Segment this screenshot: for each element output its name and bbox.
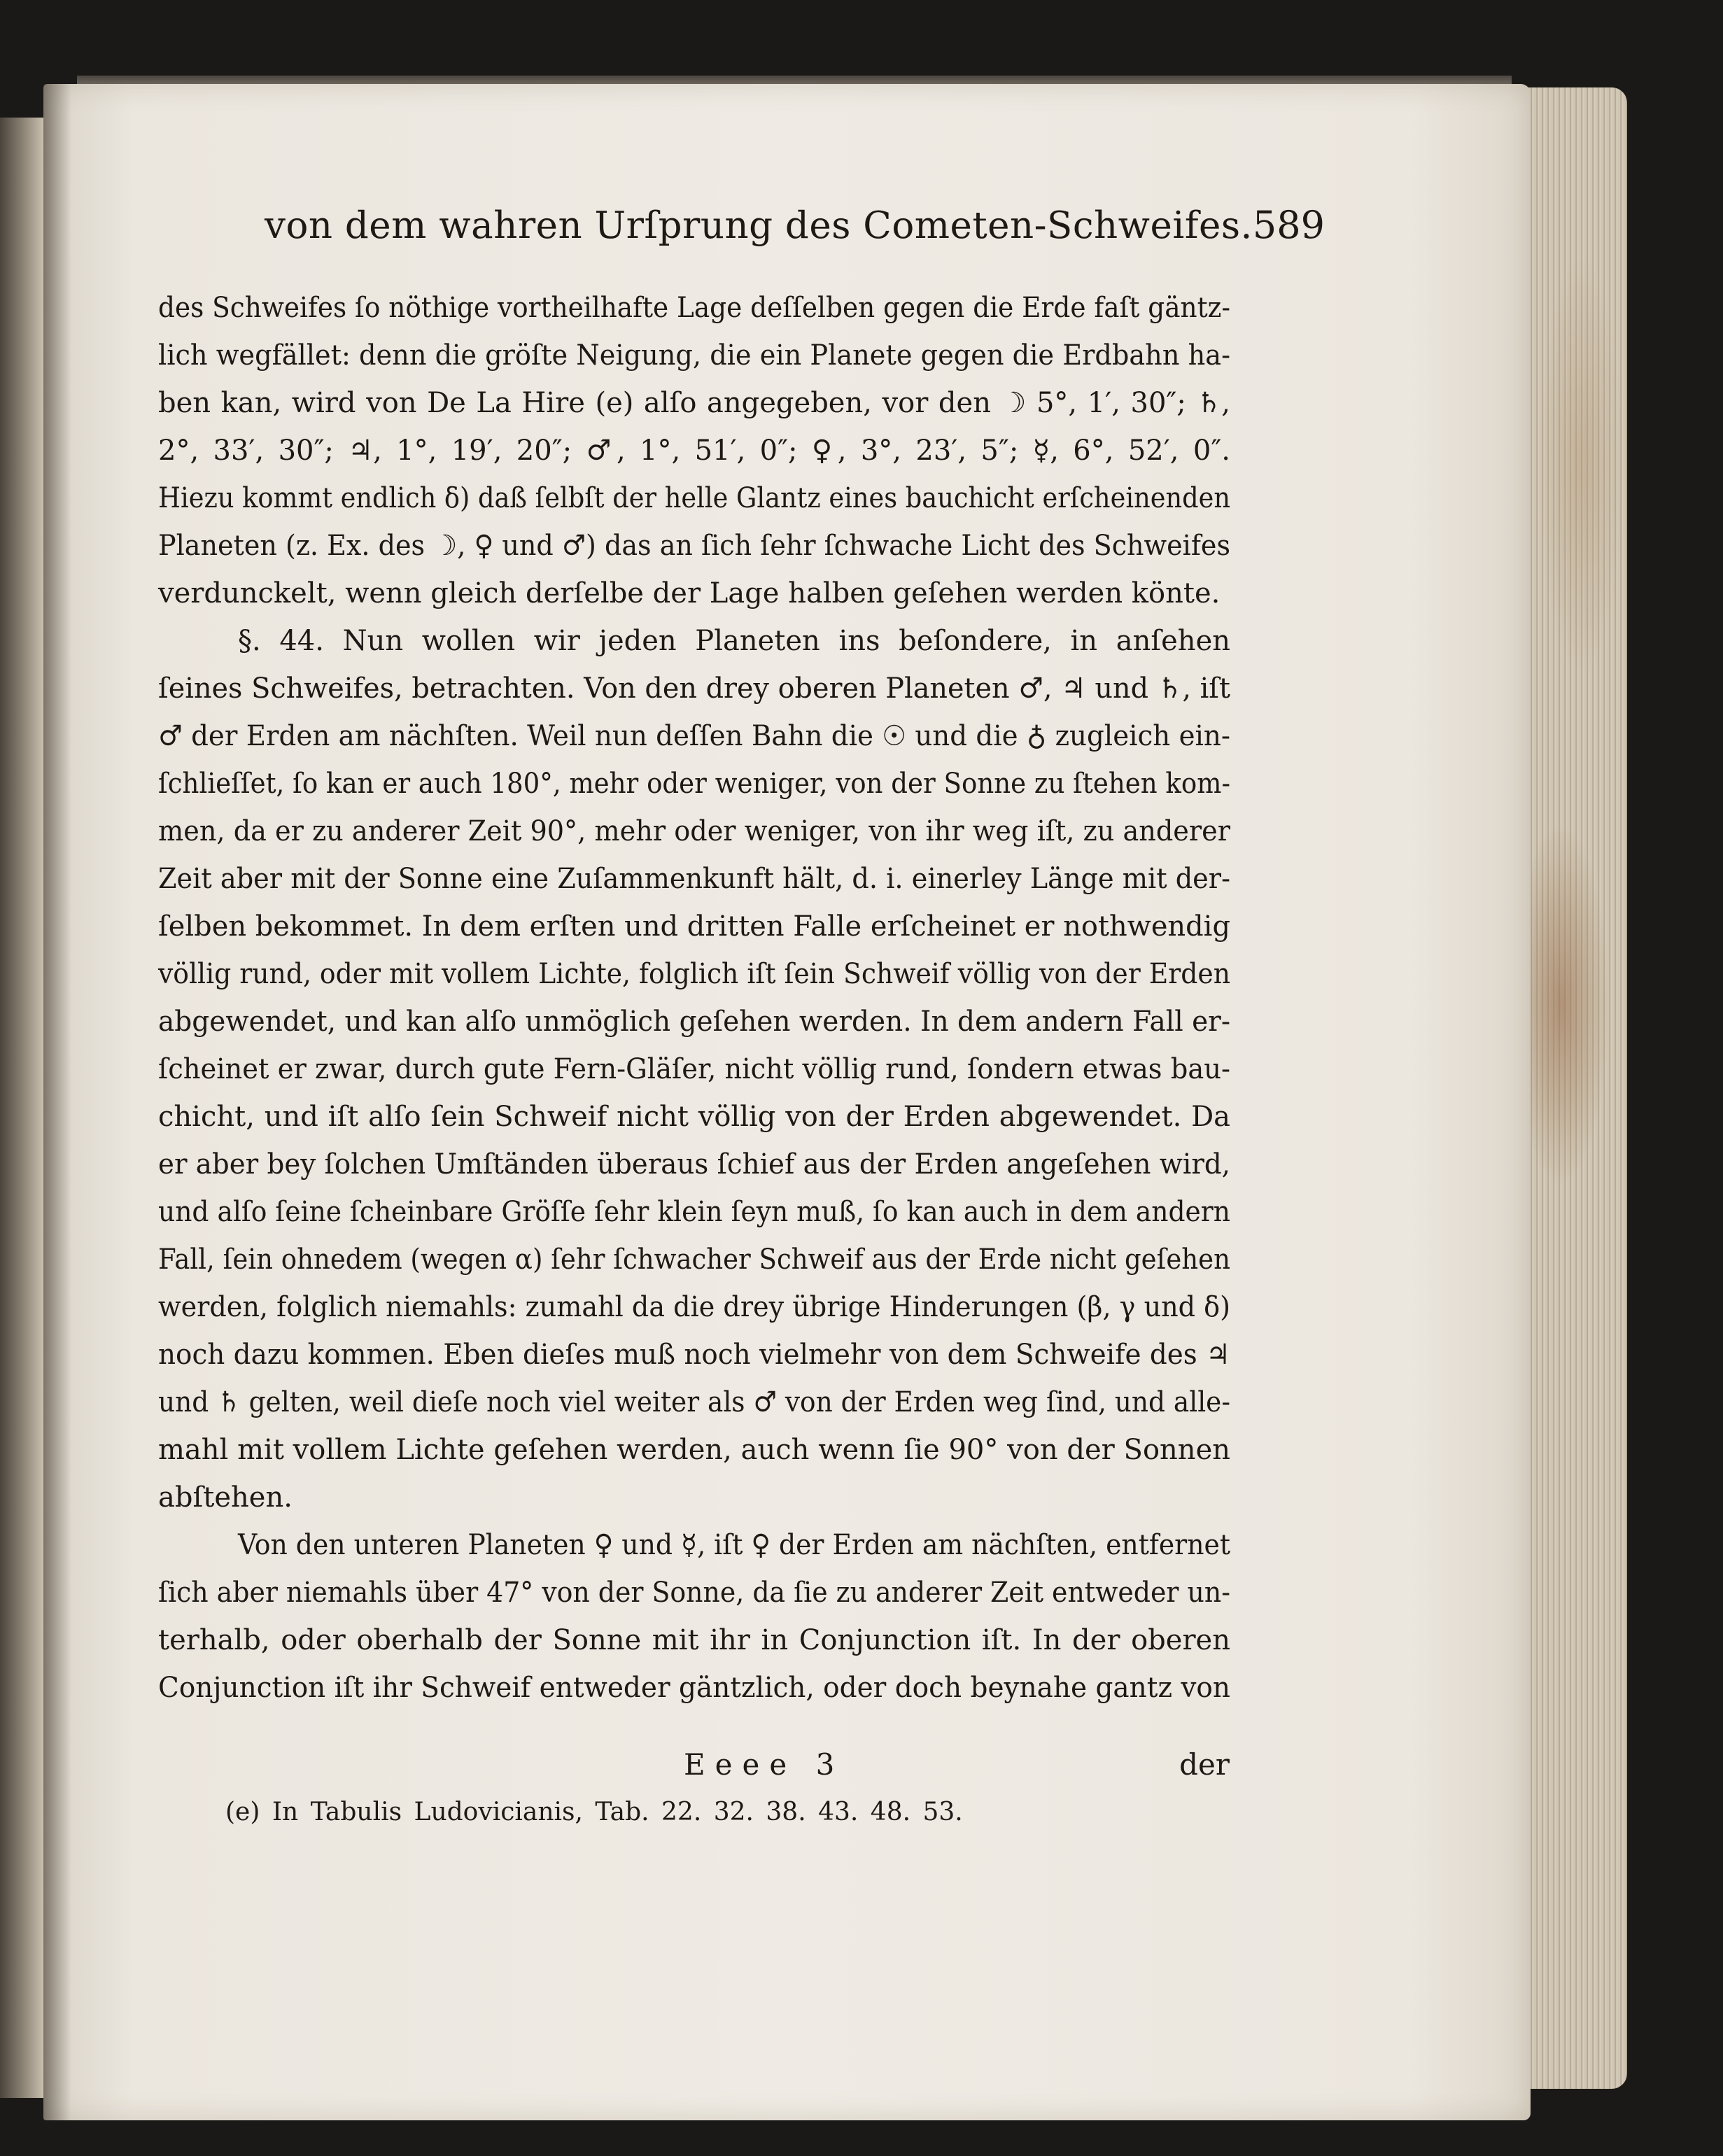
page-number: 589 — [1252, 203, 1325, 247]
text-line: werden, folglich niemahls: zumahl da die drey übrige Hinderungen (β, γ und δ) — [158, 1291, 1230, 1323]
text-line: abſtehen. — [158, 1481, 293, 1514]
text-line: 2°, 33′, 30″; ♃, 1°, 19′, 20″; ♂, 1°, 51′, 0″; ♀, 3°, 23′, 5″; ☿, 6°, 52′, 0″. — [158, 435, 1230, 467]
page-footer — [155, 1744, 1230, 1786]
text-line: ben kan, wird von De La Hire (e) alſo angegeben, vor den ☽ 5°, 1′, 30″; ♄, — [158, 387, 1230, 419]
text-line: und alſo ſeine ſcheinbare Gröſſe ſehr klein ſeyn muß, ſo kan auch in dem andern — [158, 1196, 1230, 1228]
text-line: chicht, und iſt alſo ſein Schweif nicht völlig von der Erden abgewendet. Da — [158, 1101, 1230, 1133]
text-line: ſelben bekommet. In dem erſten und dritten Falle erſcheinet er nothwendig — [158, 910, 1230, 943]
signature-mark: Eeee 3 — [684, 1747, 845, 1782]
paragraph-start-line: Von den unteren Planeten ♀ und ☿, iſt ♀ der Erden am nächſten, entfernet — [238, 1529, 1230, 1561]
running-head — [265, 203, 1325, 247]
text-line: men, da er zu anderer Zeit 90°, mehr oder weniger, von ihr weg iſt, zu anderer — [158, 815, 1230, 847]
text-line: Hiezu kommt endlich δ) daß ſelbſt der helle Glantz eines bauchicht erſcheinenden — [158, 482, 1230, 514]
foxing-stain — [1540, 255, 1624, 675]
text-line: ♂ der Erden am nächſten. Weil nun deſſen Bahn die ☉ und die ♁ zugleich ein- — [158, 720, 1230, 752]
text-line: Zeit aber mit der Sonne eine Zuſammenkunft hält, d. i. einerley Länge mit der- — [158, 863, 1230, 895]
text-line: ſich aber niemahls über 47° von der Sonne, da ſie zu anderer Zeit entweder un- — [158, 1577, 1230, 1609]
text-line: terhalb, oder oberhalb der Sonne mit ihr in Conjunction iſt. In der oberen — [158, 1624, 1230, 1656]
footnote: (e) In Tabulis Ludovicianis, Tab. 22. 32. 38. 43. 48. 53. — [225, 1798, 963, 1826]
text-line: des Schweifes ſo nöthige vortheilhafte Lage deſſelben gegen die Erde faſt gäntz- — [158, 292, 1230, 324]
left-page-edge — [0, 118, 43, 2098]
text-line: mahl mit vollem Lichte geſehen werden, auch wenn ſie 90° von der Sonnen — [158, 1434, 1230, 1466]
text-line: lich wegfället: denn die gröſte Neigung, die ein Planete gegen die Erdbahn ha- — [158, 339, 1230, 372]
text-line: und ♄ gelten, weil dieſe noch viel weiter als ♂ von der Erden weg ſind, und alle- — [158, 1386, 1230, 1418]
catchword: der — [1179, 1747, 1230, 1782]
text-line: er aber bey ſolchen Umſtänden überaus ſchief aus der Erden angeſehen wird, — [158, 1148, 1230, 1181]
text-line: völlig rund, oder mit vollem Lichte, folglich iſt ſein Schweif völlig von der Erden — [158, 958, 1230, 990]
text-line: Planeten (z. Ex. des ☽, ♀ und ♂) das an ſich ſehr ſchwache Licht des Schweifes — [158, 530, 1230, 562]
running-head-title: von dem wahren Urſprung des Cometen-Schweifes. — [265, 204, 1253, 247]
text-line: Conjunction iſt ihr Schweif entweder gäntzlich, oder doch beynahe gantz von — [158, 1672, 1230, 1704]
text-line: noch dazu kommen. Eben dieſes muß noch vielmehr von dem Schweife des ♃ — [158, 1339, 1230, 1371]
text-line: ſeines Schweifes, betrachten. Von den drey oberen Planeten ♂, ♃ und ♄, iſt — [158, 672, 1230, 705]
text-line: verdunckelt, wenn gleich derſelbe der Lage halben geſehen werden könte. — [158, 577, 1221, 610]
text-line: ſchlieſſet, ſo kan er auch 180°, mehr oder weniger, von der Sonne zu ſtehen kom- — [158, 768, 1230, 800]
text-line: ſcheinet er zwar, durch gute Fern-Gläſer, nicht völlig rund, ſondern etwas bau- — [158, 1053, 1230, 1085]
section-heading-line: §. 44. Nun wollen wir jeden Planeten ins beſondere, in anſehen — [238, 625, 1230, 657]
text-line: Fall, ſein ohnedem (wegen α) ſehr ſchwacher Schweif aus der Erde nicht geſehen — [158, 1243, 1230, 1276]
text-line: abgewendet, und kan alſo unmöglich geſehen werden. In dem andern Fall er- — [158, 1006, 1230, 1038]
gutter-shadow — [43, 84, 71, 2120]
